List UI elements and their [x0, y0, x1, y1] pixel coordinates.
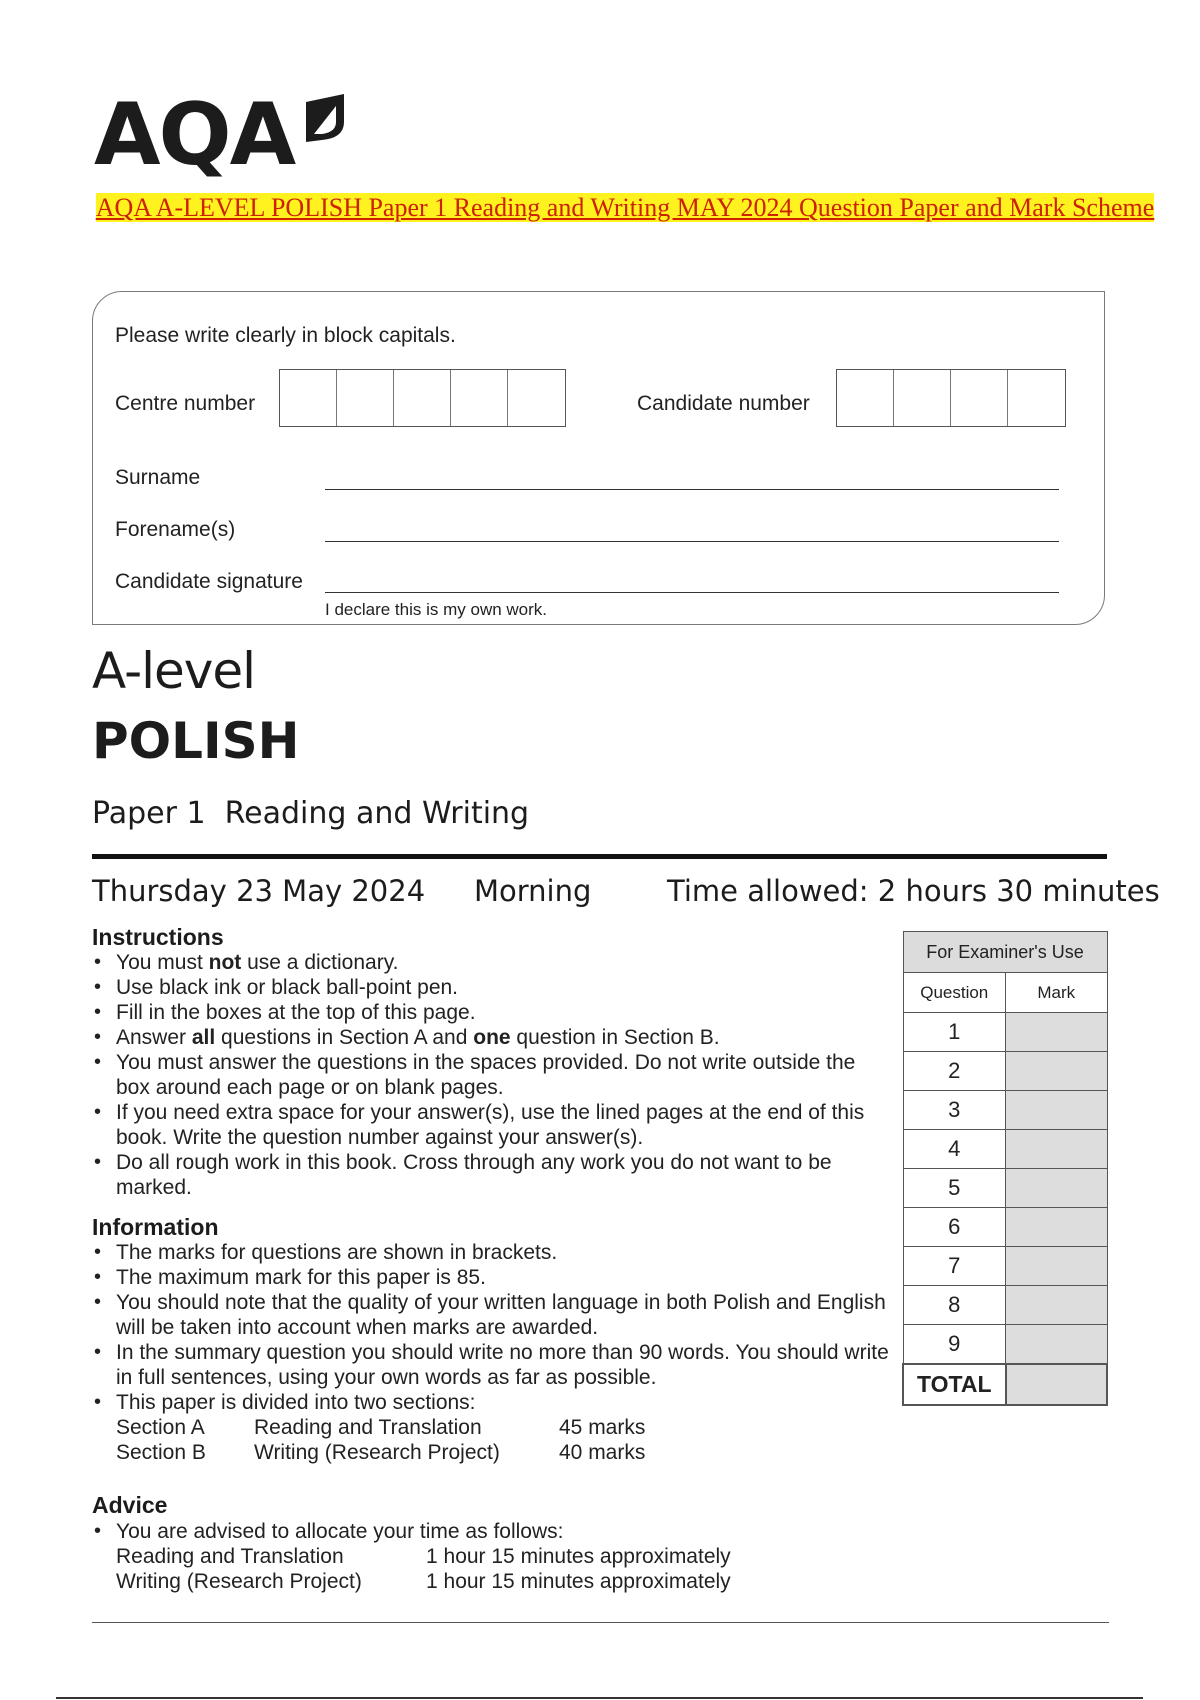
centre-digit-box[interactable] [508, 370, 565, 426]
question-number: 7 [903, 1247, 1006, 1286]
list-item: • You should note that the quality of your written language in both Polish and English will be taken into account when marks are awarded. [92, 1290, 897, 1340]
list-item: • You must answer the questions in the spaces provided. Do not write outside the box around each page or on blank pages. [92, 1050, 892, 1100]
question-number: 8 [903, 1286, 1006, 1325]
logo-text: AQA [94, 85, 295, 185]
qualification-level: A-level [92, 642, 256, 700]
section-marks: 40 marks [559, 1441, 646, 1464]
candidate-digit-box[interactable] [894, 370, 951, 426]
question-number: 4 [903, 1130, 1006, 1169]
advice-list [92, 1519, 892, 1594]
section-label: Section B [116, 1441, 206, 1464]
question-column-header: Question [903, 973, 1006, 1013]
mark-cell[interactable] [1006, 1091, 1108, 1130]
information-heading: Information [92, 1214, 219, 1240]
instructions-heading: Instructions [92, 924, 224, 950]
document-title [80, 192, 1170, 224]
examiner-table-title: For Examiner's Use [903, 932, 1107, 973]
mark-cell[interactable] [1006, 1208, 1108, 1247]
candidate-number-label: Candidate number [637, 392, 810, 415]
allocation-row [116, 1569, 892, 1594]
section-name: Reading and Translation [254, 1416, 482, 1439]
allocation-task: Writing (Research Project) [116, 1570, 362, 1593]
exam-date: Thursday 23 May 2024 [92, 874, 426, 908]
candidate-number-boxes[interactable] [836, 369, 1066, 427]
centre-digit-box[interactable] [337, 370, 394, 426]
information-list [92, 1240, 897, 1465]
mark-cell[interactable] [1006, 1013, 1108, 1052]
list-item: • This paper is divided into two sections: Section A Reading and Translation 45 marks Section B Writing (Research Project) 40 marks [92, 1390, 897, 1465]
heading-divider [92, 854, 1107, 859]
section-name: Writing (Research Project) [254, 1441, 500, 1464]
list-item: • You must not use a dictionary. [92, 950, 892, 975]
signature-line[interactable] [325, 592, 1059, 593]
subject-title: POLISH [92, 712, 300, 770]
list-item: • Answer all questions in Section A and one question in Section B. [92, 1025, 892, 1050]
centre-digit-box[interactable] [280, 370, 337, 426]
question-number: 5 [903, 1169, 1006, 1208]
mark-cell[interactable] [1006, 1169, 1108, 1208]
advice-heading: Advice [92, 1492, 168, 1518]
surname-label: Surname [115, 466, 201, 489]
section-marks: 45 marks [559, 1416, 646, 1439]
signature-label: Candidate signature [115, 570, 303, 593]
aqa-logo [94, 85, 374, 185]
centre-digit-box[interactable] [394, 370, 451, 426]
total-mark-cell[interactable] [1006, 1364, 1108, 1405]
allocation-row [116, 1544, 892, 1569]
list-item: • The maximum mark for this paper is 85. [92, 1265, 897, 1290]
instructions-list [92, 950, 892, 1200]
section-row [116, 1440, 897, 1465]
centre-number-boxes[interactable] [279, 369, 566, 427]
document-title-text: AQA A-LEVEL POLISH Paper 1 Reading and Writing MAY 2024 Question Paper and Mark Scheme [95, 193, 1155, 222]
list-item: • The marks for questions are shown in brackets. [92, 1240, 897, 1265]
list-item: • In the summary question you should write no more than 90 words. You should write in full sentences, using your own words as far as possible. [92, 1340, 897, 1390]
question-number: 2 [903, 1052, 1006, 1091]
list-item: • If you need extra space for your answer(s), use the lined pages at the end of this book. Write the question number against your answer(s). [92, 1100, 892, 1150]
bottom-divider [92, 1622, 1109, 1623]
declaration-text: I declare this is my own work. [325, 600, 548, 619]
forenames-label: Forename(s) [115, 518, 236, 541]
list-item: • Do all rough work in this book. Cross through any work you do not want to be marked. [92, 1150, 836, 1200]
centre-digit-box[interactable] [451, 370, 508, 426]
section-label: Section A [116, 1416, 205, 1439]
paper-name: Reading and Writing [224, 796, 530, 831]
candidate-digit-box[interactable] [951, 370, 1008, 426]
paper-number: Paper 1 [92, 796, 206, 831]
total-label: TOTAL [903, 1364, 1006, 1405]
paper-title [92, 796, 529, 831]
examiner-use-table [902, 931, 1108, 1406]
candidate-digit-box[interactable] [837, 370, 894, 426]
question-number: 6 [903, 1208, 1006, 1247]
list-item: • Fill in the boxes at the top of this page. [92, 1000, 892, 1025]
question-number: 1 [903, 1013, 1006, 1052]
list-item: • Use black ink or black ball-point pen. [92, 975, 892, 1000]
block-capitals-prompt: Please write clearly in block capitals. [115, 324, 456, 347]
list-item: • You are advised to allocate your time as follows: Reading and Translation 1 hour 15 minutes approximately Writing (Research Project) 1 hour 15 minutes approximately [92, 1519, 892, 1594]
question-number: 3 [903, 1091, 1006, 1130]
question-number: 9 [903, 1325, 1006, 1365]
aqa-leaf-icon [300, 92, 350, 146]
forenames-line[interactable] [325, 541, 1059, 542]
mark-cell[interactable] [1006, 1247, 1108, 1286]
candidate-digit-box[interactable] [1008, 370, 1065, 426]
mark-cell[interactable] [1006, 1130, 1108, 1169]
surname-line[interactable] [325, 489, 1059, 490]
mark-cell[interactable] [1006, 1052, 1108, 1091]
centre-number-label: Centre number [115, 392, 256, 415]
exam-session: Morning [474, 874, 592, 908]
mark-column-header: Mark [1006, 973, 1108, 1013]
allocation-time: 1 hour 15 minutes approximately [426, 1570, 731, 1593]
time-allowed: Time allowed: 2 hours 30 minutes [667, 874, 1160, 908]
allocation-time: 1 hour 15 minutes approximately [426, 1545, 731, 1568]
mark-cell[interactable] [1006, 1325, 1108, 1365]
allocation-task: Reading and Translation [116, 1545, 344, 1568]
section-row [116, 1415, 897, 1440]
footer-divider [56, 1697, 1143, 1699]
candidate-details-box [92, 291, 1105, 625]
mark-cell[interactable] [1006, 1286, 1108, 1325]
